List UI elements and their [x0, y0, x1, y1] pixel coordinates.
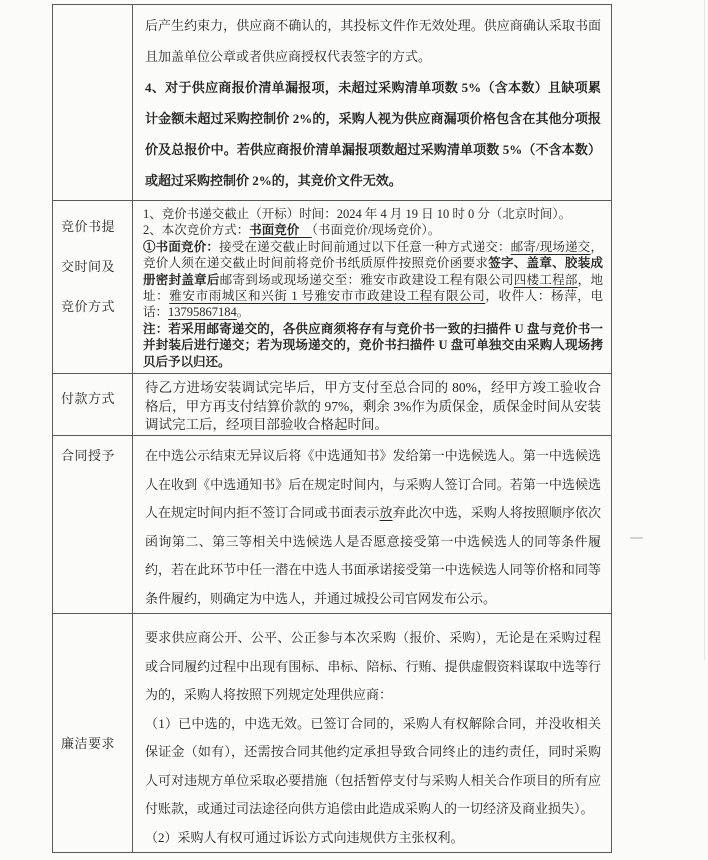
text-segment: ，地址： — [143, 272, 603, 304]
text-segment: 2、本次竞价方式： — [143, 223, 250, 238]
text-segment: ①书面竞价： — [143, 239, 220, 254]
table-row — [53, 5, 611, 200]
text-segment: 书面竞价 — [249, 223, 312, 238]
text-paragraph — [145, 824, 601, 853]
row-content-payment-method — [133, 374, 611, 435]
row-content-continuation — [133, 5, 611, 200]
text-segment: 后产生约束力，供应商不确认的，其投标文件作无效处理。供应商确认采取书面且加盖单位公章或者供应商授权代表签字的方式。 — [145, 18, 601, 64]
text-paragraph — [145, 72, 601, 196]
text-segment: 4、对于供应商报价清单漏报项，未超过采购清单项数 5%（含本数）且缺项累计金额未超过采购控制价 2%的，采购人视为供应商漏项价格包含在其他分项报价及总报价中。若供应商报价清单漏报项数超过采购清单项数 5%（不含本数）或超过采购控制价 2%的，其竞价文件无效。 — [145, 80, 601, 188]
row-label-integrity-requirement: 廉洁要求 — [53, 614, 133, 852]
text-paragraph — [143, 321, 603, 370]
text-segment: 签字、盖章、胶装成册密封盖章后 — [143, 256, 603, 287]
text-segment: 要求供应商公开、公平、公正参与本次采购（报价、采购），无论是在采购过程或合同履约过程中出现有围标、串标、陪标、行贿、提供虚假资料谋取中选等行为的，采购人将按照下列规定处理供应商： — [145, 630, 601, 702]
row-content-integrity-requirement — [133, 614, 611, 852]
text-paragraph — [145, 10, 601, 72]
text-segment: 雅安市雨城区和兴街 1 号雅安市市政建设工程有限公司 — [169, 289, 486, 304]
row-content-contract-award — [133, 436, 611, 613]
text-segment: 弃此次中选，采购人将按照顺序依次函询第二、第三等相关中选候选人是否愿意接受第一中选候选人的同等条件履约，若在此环节中任一潜在中选人书面承诺接受第一中选候选人同等价格和同等条件履约，则确定为中选人，并通过城投公司官网发布公示。 — [145, 505, 601, 606]
text-paragraph — [145, 624, 601, 710]
text-segment: 四楼工程部 — [513, 272, 578, 287]
text-segment: （2）采购人有权可通过诉讼方式向违规供方主张权利。 — [145, 829, 464, 845]
row-label-payment-method: 付款方式 — [53, 374, 133, 435]
row-label-contract-award: 合同授予 — [53, 436, 133, 613]
text-paragraph — [143, 206, 603, 222]
text-segment: 注：若采用邮寄递交的，各供应商须将存有与竞价书一致的扫描件 U 盘与竞价书一并封装后进行递交；若为现场递交的，竞价书扫描件 U 盘可单独交由采购人现场拷贝后予以归还。 — [143, 321, 603, 369]
table-row — [53, 435, 611, 613]
text-segment: （1）已中选的，中选无效。已签订合同的，采购人有权解除合同，并没收相关保证金（如有），还需按合同其他约定承担导致合同终止的违约责任，同时采购人可对违规方单位采取必要措施（包括暂停支付与采购人相关合作项目的所有应付账款，或通过司法途径向供方追偿由此造成采购人的一切经济及商业损失）。 — [145, 715, 601, 816]
row-content-bid-submission — [133, 201, 611, 373]
text-segment: 接受在递交截止时间前通过以下任意一种方式递交： — [219, 239, 511, 254]
text-segment: 待乙方进场安装调试完毕后，甲方支付至总合同的 80%，经甲方竣工验收合格后，甲方再支付结算价款的 97%，剩余 3%作为质保金，质保金时间从安装调试完工后，经项目部验收合格起时间。 — [145, 380, 601, 432]
text-segment: 在中选公示结束无异议后将《中选通知书》发给第一中选候选人。第一中选候选人在收到《中选通知书》后在规定时间内，与采购人签订合同。若第一中选候选人在规定时间内拒不签订合同或书面表示 — [145, 448, 601, 520]
scan-artifact-edge-line — [704, 0, 705, 660]
scan-artifact-speck — [630, 537, 643, 539]
text-segment: 1、竞价书递交截止（开标）时间：2024 年 4 月 19 日 10 时 0 分（北京时间）。 — [143, 207, 572, 221]
row-label-continuation — [53, 5, 133, 200]
text-paragraph — [145, 442, 601, 613]
text-paragraph — [145, 710, 601, 824]
text-segment: 放 — [379, 505, 393, 520]
text-segment: 邮寄到场或现场递交至：雅安市政建设工程有限公司 — [219, 272, 514, 287]
procurement-terms-table — [52, 4, 612, 853]
table-row — [53, 200, 611, 373]
text-paragraph — [143, 222, 603, 238]
row-label-bid-submission: 竞价书提交时间及竞价方式 — [53, 201, 133, 373]
text-paragraph — [143, 239, 603, 321]
text-segment: 。 — [236, 305, 250, 320]
text-segment: 邮寄/现场递交 — [510, 239, 591, 254]
text-paragraph — [145, 379, 601, 435]
text-segment: 13795867184 — [168, 305, 237, 320]
text-segment: ，竞价人须在递交截止时间前将竞价书纸质原件按照竞价函要求 — [143, 239, 603, 271]
text-segment: ，收件人：杨萍，电话： — [143, 289, 603, 320]
table-row — [53, 613, 611, 852]
text-segment: （书面竞价/现场竞价）。 — [311, 223, 441, 238]
table-row — [53, 373, 611, 435]
